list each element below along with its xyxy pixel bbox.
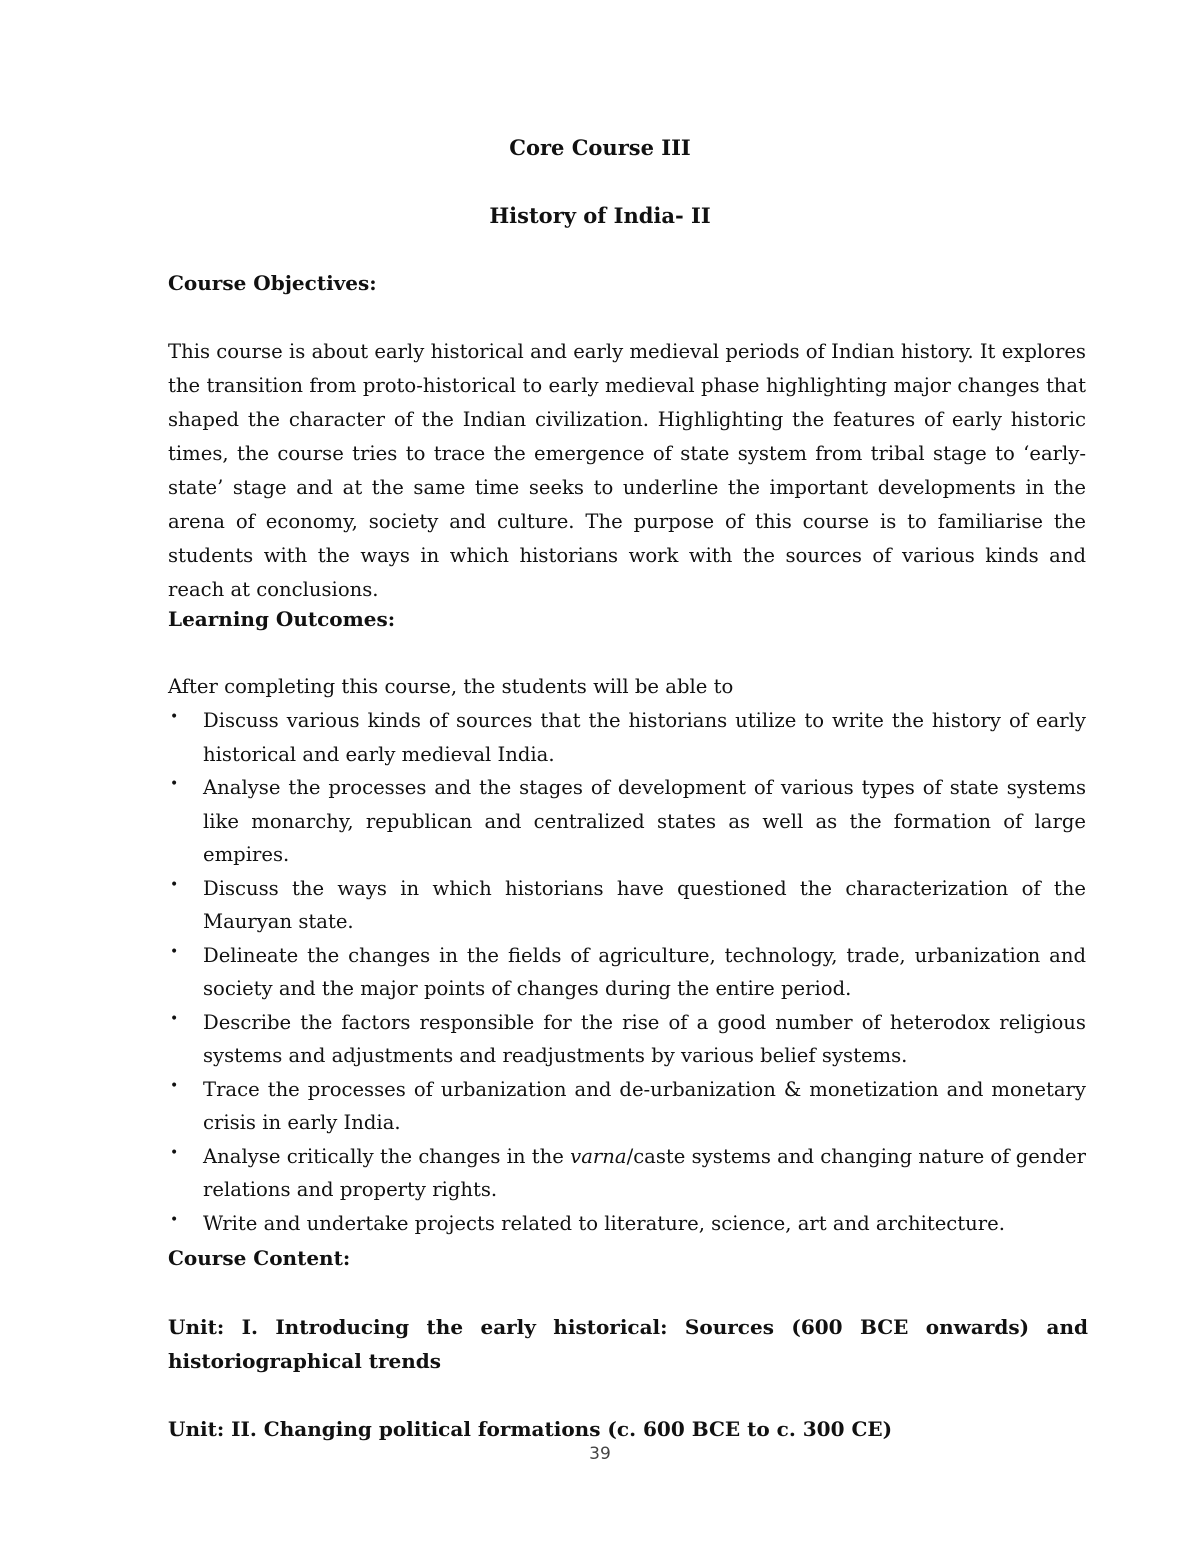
objectives-heading: Course Objectives:: [168, 271, 377, 295]
outcome-text-start: Analyse critically the changes in the: [203, 1144, 571, 1168]
outcome-item: [168, 872, 1086, 939]
unit-1-heading: Unit: I. Introducing the early historical: Sources (600 BCE onwards) and historiographical trends: [168, 1315, 1088, 1373]
bullet-icon: •: [170, 776, 179, 792]
outcome-item: [168, 704, 1086, 771]
outcomes-heading: Learning Outcomes:: [168, 607, 396, 631]
unit-2-heading: Unit: II. Changing political formations (c. 600 BCE to c. 300 CE): [168, 1417, 893, 1441]
page-number: 39: [589, 1444, 611, 1464]
bullet-icon: •: [170, 943, 179, 960]
content-heading: Course Content:: [168, 1246, 351, 1270]
outcomes-list: [168, 704, 1086, 1240]
outcome-text-italic-term: varna: [570, 1144, 627, 1168]
bullet-icon: •: [170, 1077, 179, 1094]
outcome-text-end: /caste systems and changing nature of gender relations and property rights.: [203, 1144, 1086, 1201]
outcome-text: Write and undertake projects related to literature, science, art and architecture.: [203, 1211, 1005, 1235]
outcome-item: [168, 771, 1086, 872]
outcome-item: [168, 1140, 1086, 1207]
bullet-icon: •: [170, 1211, 179, 1228]
bullet-icon: •: [170, 876, 179, 893]
bullet-icon: •: [170, 709, 179, 725]
outcome-text: Discuss the ways in which historians have questioned the characterization of the Mauryan state.: [203, 876, 1086, 933]
outcome-text: Discuss various kinds of sources that the historians utilize to write the history of early historical and early medieval India.: [203, 709, 1086, 766]
outcome-item: [168, 1207, 1086, 1241]
objectives-paragraph: This course is about early historical and early medieval periods of Indian history. It explores the transition from proto-historical to early medieval phase highlighting major changes that shaped the character of the Indian civilization. Highlighting the features of early historic times, the course tries to trace the emergence of state system from tribal stage to ‘early-state’ stage and at the same time seeks to underline the important developments in the arena of economy, society and culture. The purpose of this course is to familiarise the students with the ways in which historians work with the sources of various kinds and reach at conclusions.: [168, 340, 1086, 601]
outcome-text: Describe the factors responsible for the rise of a good number of heterodox religious systems and adjustments and readjustments by various belief systems.: [203, 1010, 1086, 1067]
outcomes-intro: After completing this course, the students will be able to: [168, 675, 734, 698]
course-title: Core Course III: [509, 135, 691, 160]
outcome-item: [168, 1073, 1086, 1140]
bullet-icon: •: [170, 1010, 179, 1027]
bullet-icon: •: [170, 1144, 179, 1161]
course-subtitle: History of India- II: [489, 203, 711, 228]
outcome-text: Delineate the changes in the fields of agriculture, technology, trade, urbanization and society and the major points of changes during the entire period.: [203, 943, 1086, 1000]
outcome-text: Trace the processes of urbanization and de-urbanization & monetization and monetary crisis in early India.: [203, 1077, 1086, 1134]
outcome-text: Analyse the processes and the stages of development of various types of state systems like monarchy, republican and centralized states as well as the formation of large empires.: [203, 776, 1086, 866]
outcome-item: [168, 939, 1086, 1006]
outcome-item: [168, 1006, 1086, 1073]
